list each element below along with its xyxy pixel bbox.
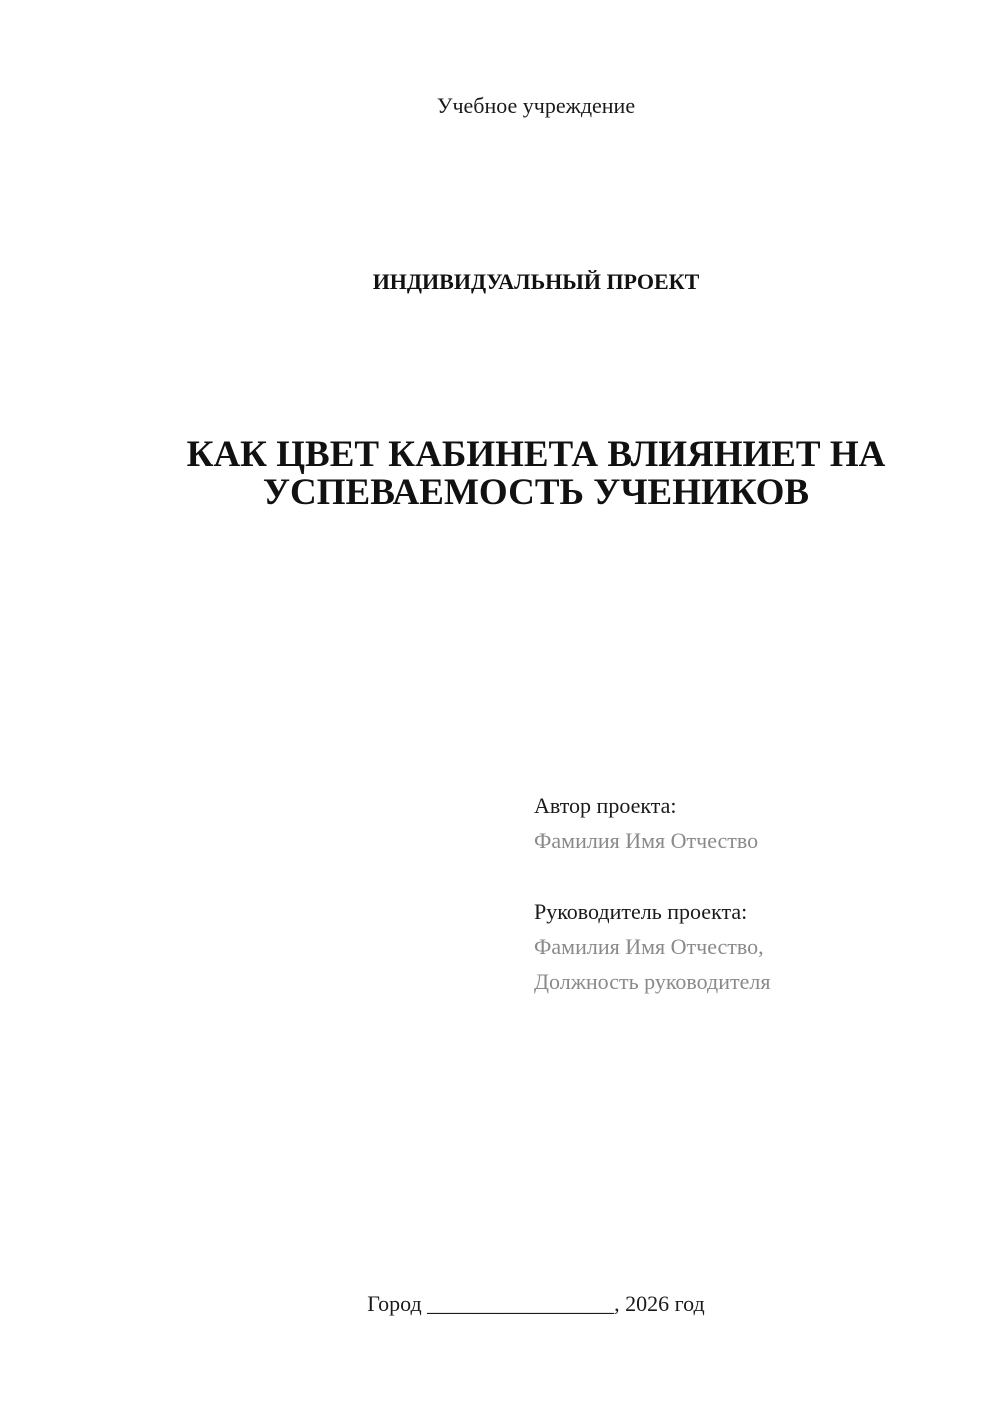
- institution-name: Учебное учреждение: [436, 93, 636, 118]
- supervisor-position: Должность руководителя: [534, 969, 771, 994]
- city-year-line: Город _________________, 2026 год: [367, 1291, 705, 1316]
- credits-block: [534, 788, 974, 999]
- supervisor-label: Руководитель проекта:: [534, 899, 748, 924]
- project-title-line: УСПЕВАЕМОСТЬ УЧЕНИКОВ: [262, 472, 810, 513]
- project-title-line: КАК ЦВЕТ КАБИНЕТА ВЛИЯНИЕТ НА: [186, 434, 886, 475]
- document-type: ИНДИВИДУАЛЬНЫЙ ПРОЕКТ: [372, 269, 700, 294]
- supervisor-name: Фамилия Имя Отчество,: [534, 934, 764, 959]
- author-name: Фамилия Имя Отчество: [534, 828, 759, 853]
- credits-spacer: [534, 858, 974, 894]
- project-title: [120, 436, 952, 512]
- author-label: Автор проекта:: [534, 793, 677, 818]
